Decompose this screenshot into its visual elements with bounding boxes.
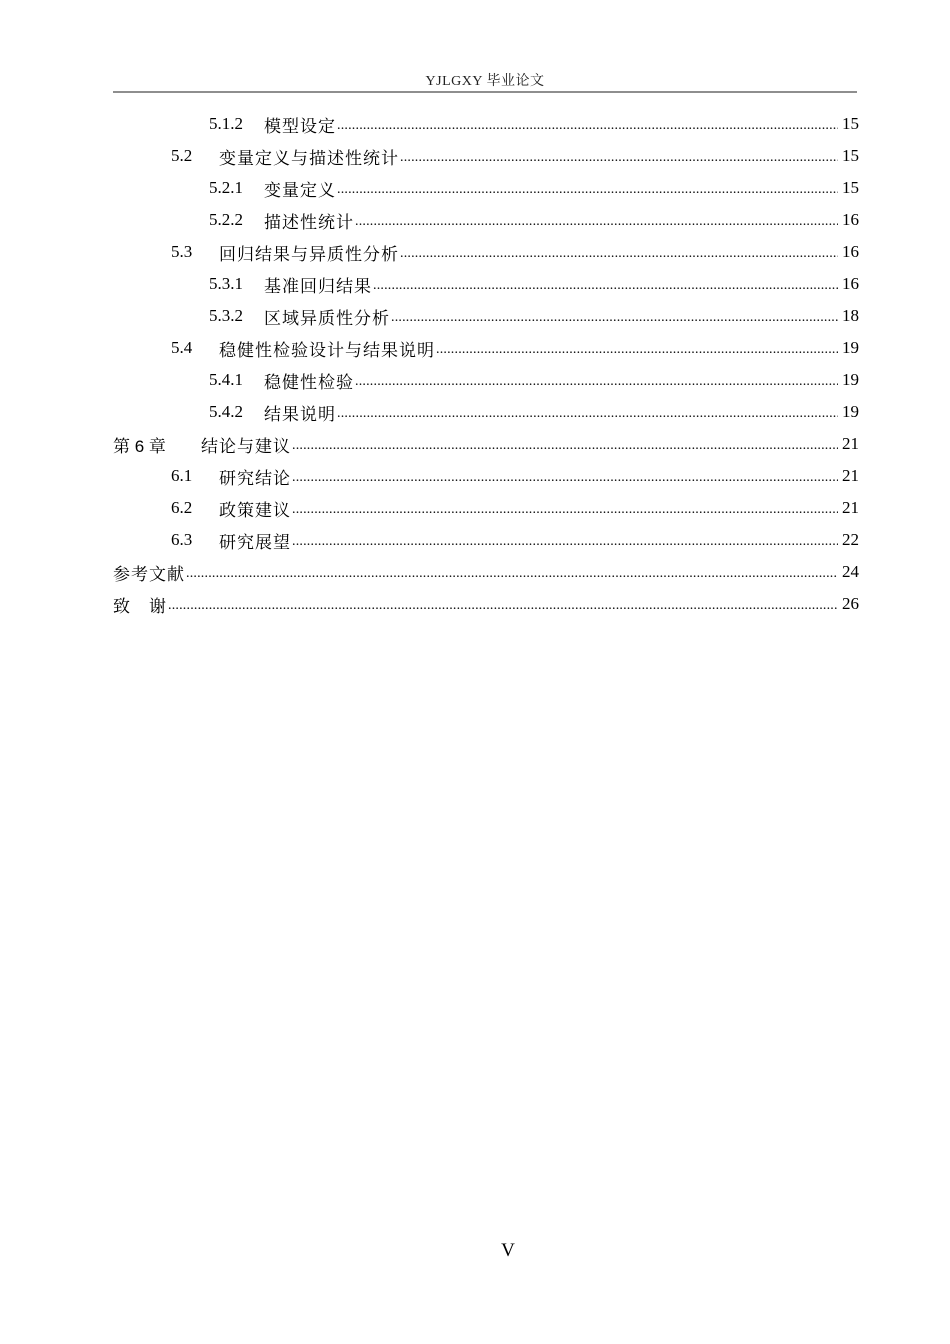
toc-entry-page: 21	[842, 466, 859, 485]
toc-entry[interactable]	[113, 268, 859, 300]
toc-entry-number: 5.4.1	[209, 370, 243, 389]
toc-entry[interactable]	[113, 172, 859, 204]
toc-entry-number: 5.4.2	[209, 402, 243, 421]
toc-entry-title: 变量定义与描述性统计	[219, 148, 399, 168]
toc-entry-page: 16	[842, 242, 859, 261]
toc-entry[interactable]	[113, 204, 859, 236]
toc-entry-title: 政策建议	[219, 500, 291, 520]
toc-entry-page: 15	[842, 146, 859, 165]
toc-entry[interactable]	[113, 332, 859, 364]
toc-entry[interactable]	[113, 396, 859, 428]
toc-entry-title: 参考文献	[113, 564, 185, 584]
toc-entry-page: 21	[842, 434, 859, 453]
toc-entry-number: 第 6 章	[113, 436, 166, 456]
toc-entry-page: 19	[842, 338, 859, 357]
toc-chapter-entry[interactable]	[113, 556, 859, 588]
page-number: V	[501, 1240, 515, 1261]
toc-dot-leader	[292, 438, 838, 454]
toc-entry-title: 研究展望	[219, 532, 291, 552]
toc-chapter-entry[interactable]	[113, 428, 859, 460]
toc-dot-leader	[292, 470, 838, 486]
toc-entry[interactable]	[113, 300, 859, 332]
toc-entry-page: 22	[842, 530, 859, 549]
toc-dot-leader	[355, 374, 838, 390]
toc-entry-title: 稳健性检验设计与结果说明	[219, 340, 435, 360]
table-of-contents	[113, 108, 859, 620]
toc-entry-number: 6.3	[171, 530, 193, 549]
toc-entry[interactable]	[113, 492, 859, 524]
toc-entry[interactable]	[113, 524, 859, 556]
toc-entry-page: 16	[842, 274, 859, 293]
toc-dot-leader	[400, 246, 838, 262]
toc-entry-page: 24	[842, 562, 859, 581]
toc-entry-page: 19	[842, 402, 859, 421]
toc-dot-leader	[292, 534, 838, 550]
toc-entry[interactable]	[113, 460, 859, 492]
toc-entry-title: 变量定义	[264, 180, 336, 200]
toc-entry-page: 19	[842, 370, 859, 389]
toc-dot-leader	[168, 598, 838, 614]
toc-entry-page: 15	[842, 114, 859, 133]
toc-entry-number: 5.2.1	[209, 178, 243, 197]
toc-entry-page: 15	[842, 178, 859, 197]
toc-entry-title: 描述性统计	[264, 212, 354, 232]
toc-entry-title: 致 谢	[113, 596, 167, 616]
page-header-title: YJLGXY 毕业论文	[425, 74, 545, 89]
toc-entry-title: 研究结论	[219, 468, 291, 488]
toc-entry[interactable]	[113, 140, 859, 172]
toc-entry-number: 5.3	[171, 242, 193, 261]
toc-entry-title: 稳健性检验	[264, 372, 354, 392]
toc-dot-leader	[391, 310, 838, 326]
toc-chapter-entry[interactable]	[113, 588, 859, 620]
toc-entry-page: 16	[842, 210, 859, 229]
toc-entry-number: 5.1.2	[209, 114, 243, 133]
header-divider	[113, 91, 857, 93]
toc-entry-number: 6.2	[171, 498, 193, 517]
toc-dot-leader	[292, 502, 838, 518]
toc-dot-leader	[400, 150, 838, 166]
toc-dot-leader	[436, 342, 838, 358]
toc-entry-number: 5.3.2	[209, 306, 243, 325]
toc-dot-leader	[337, 182, 838, 198]
toc-dot-leader	[337, 406, 838, 422]
toc-dot-leader	[337, 118, 838, 134]
toc-entry-number: 5.2.2	[209, 210, 243, 229]
toc-entry[interactable]	[113, 364, 859, 396]
toc-entry-title: 结果说明	[264, 404, 336, 424]
toc-entry-number: 5.2	[171, 146, 193, 165]
toc-entry-title: 结论与建议	[201, 436, 291, 456]
toc-entry-number: 5.3.1	[209, 274, 243, 293]
toc-entry-number: 5.4	[171, 338, 193, 357]
toc-entry[interactable]	[113, 108, 859, 140]
toc-entry-title: 基准回归结果	[264, 276, 372, 296]
toc-entry-title: 模型设定	[264, 116, 336, 136]
toc-dot-leader	[373, 278, 838, 294]
toc-dot-leader	[355, 214, 838, 230]
toc-entry[interactable]	[113, 236, 859, 268]
toc-entry-title: 回归结果与异质性分析	[219, 244, 399, 264]
toc-dot-leader	[186, 566, 838, 582]
toc-entry-page: 26	[842, 594, 859, 613]
toc-entry-page: 18	[842, 306, 859, 325]
toc-entry-page: 21	[842, 498, 859, 517]
toc-entry-number: 6.1	[171, 466, 193, 485]
toc-entry-title: 区域异质性分析	[264, 308, 390, 328]
